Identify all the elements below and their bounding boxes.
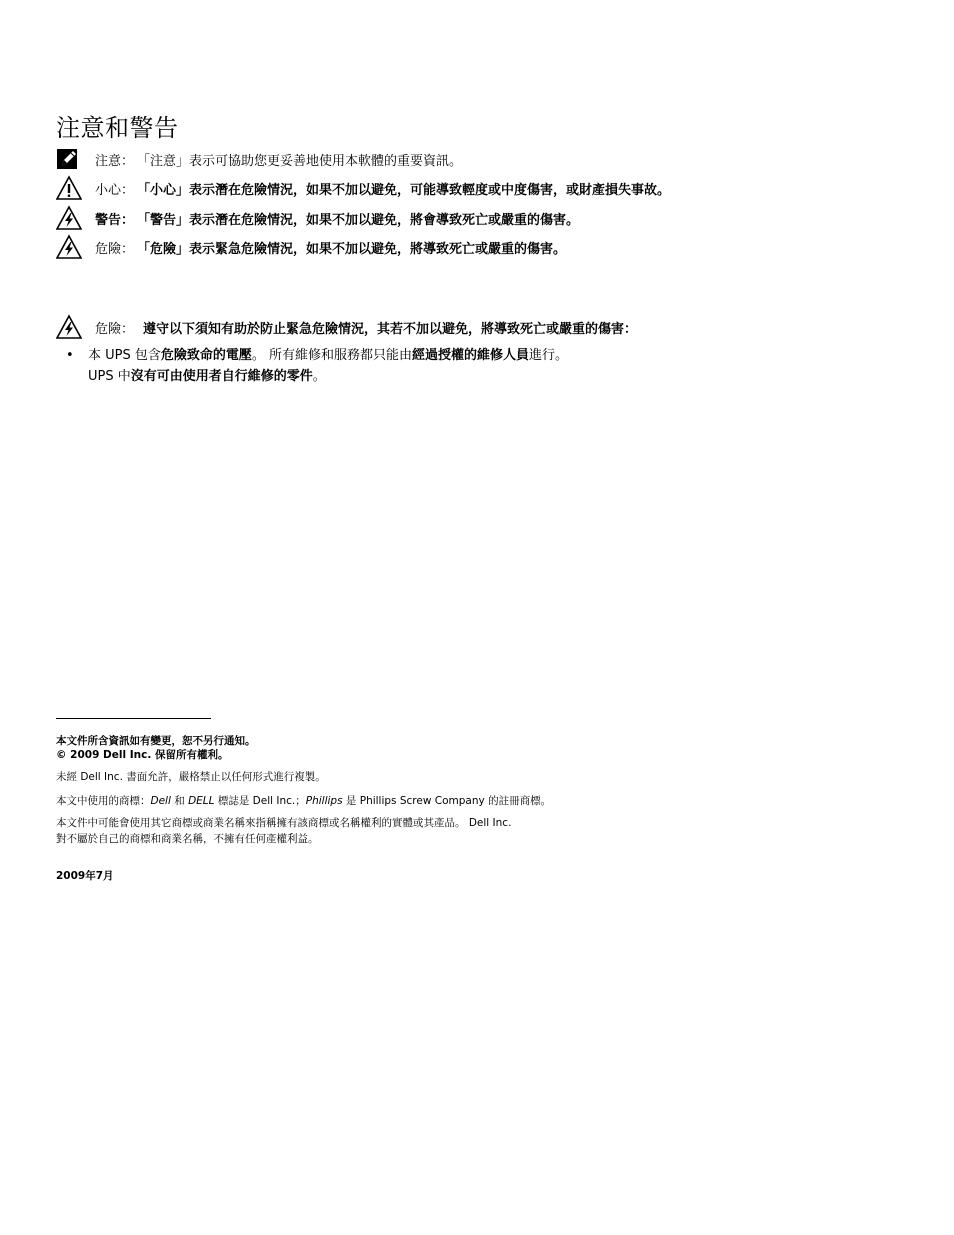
notice-label: 警告： bbox=[95, 212, 135, 228]
warning-triangle-icon bbox=[56, 175, 82, 201]
notice-text: 遵守以下須知有助於防止緊急危險情況，其若不加以避免，將導致死亡或嚴重的傷害： bbox=[143, 321, 638, 337]
page-title: 注意和警告 bbox=[56, 114, 179, 142]
text-segment: 進行。 bbox=[529, 348, 569, 363]
bullet-marker: • bbox=[66, 348, 74, 363]
notice-label: 危險： bbox=[95, 321, 135, 337]
pencil-note-icon bbox=[56, 146, 82, 172]
text-segment: 和 bbox=[170, 795, 189, 807]
text-segment: UPS 中 bbox=[88, 369, 131, 384]
notice-label: 危險： bbox=[95, 241, 135, 257]
notice-text: 「注意」表示可協助您更妥善地使用本軟體的重要資訊。 bbox=[137, 153, 463, 169]
notice-label: 小心： bbox=[95, 182, 135, 198]
notice-text: 「危險」表示緊急危險情況，如果不加以避免，將導致死亡或嚴重的傷害。 bbox=[137, 241, 567, 257]
text-segment: Dell bbox=[150, 795, 171, 807]
notice-text: 「警告」表示潛在危險情況，如果不加以避免，將會導致死亡或嚴重的傷害。 bbox=[137, 212, 580, 228]
text-segment: 。 所有維修和服務都只能由 bbox=[251, 348, 413, 363]
notice-text: 「小心」表示潛在危險情況，如果不加以避免，可能導致輕度或中度傷害，或財產損失事故。 bbox=[137, 182, 671, 198]
bold-segment: 危險致命的電壓 bbox=[160, 348, 252, 363]
text-segment: Phillips bbox=[305, 795, 343, 807]
footer-other-trademarks-2: 對不屬於自己的商標和商業名稱，不擁有任何產權利益。 bbox=[56, 833, 319, 845]
text-segment: DELL bbox=[188, 795, 215, 807]
footer-date: 2009年7月 bbox=[56, 870, 114, 882]
lightning-triangle-icon bbox=[56, 234, 82, 260]
text-segment: 本文中使用的商標： bbox=[56, 795, 151, 807]
lightning-triangle-icon bbox=[56, 205, 82, 231]
bullet-line-2 bbox=[88, 367, 326, 387]
text-segment: 是 Phillips Screw Company 的註冊商標。 bbox=[342, 795, 552, 807]
lightning-triangle-icon bbox=[56, 314, 82, 340]
bullet-line-1 bbox=[88, 346, 568, 366]
footer-divider bbox=[56, 718, 211, 719]
bold-segment: 經過授權的維修人員 bbox=[412, 348, 530, 363]
footer-trademarks bbox=[56, 794, 551, 808]
footer-reproduction: 未經 Dell Inc. 書面允許，嚴格禁止以任何形式進行複製。 bbox=[56, 771, 326, 783]
notice-label: 注意： bbox=[95, 153, 135, 169]
text-segment: 本 UPS 包含 bbox=[88, 348, 161, 363]
note-notice bbox=[56, 146, 936, 172]
footer-notice-line: 本文件所含資訊如有變更，恕不另行通知。 bbox=[56, 735, 256, 747]
danger-notice bbox=[56, 234, 936, 260]
footer-other-trademarks-1: 本文件中可能會使用其它商標或商業名稱來指稱擁有該商標或名稱權利的實體或其產品。 Dell Inc. bbox=[56, 817, 512, 829]
footer-copyright: © 2009 Dell Inc. 保留所有權利。 bbox=[56, 749, 229, 761]
warning-notice bbox=[56, 205, 936, 231]
caution-notice bbox=[56, 175, 936, 201]
bold-segment: 沒有可由使用者自行維修的零件 bbox=[130, 369, 313, 384]
danger-section-notice bbox=[56, 314, 936, 340]
text-segment: 。 bbox=[312, 369, 326, 384]
text-segment: 標誌是 Dell Inc.； bbox=[214, 795, 306, 807]
